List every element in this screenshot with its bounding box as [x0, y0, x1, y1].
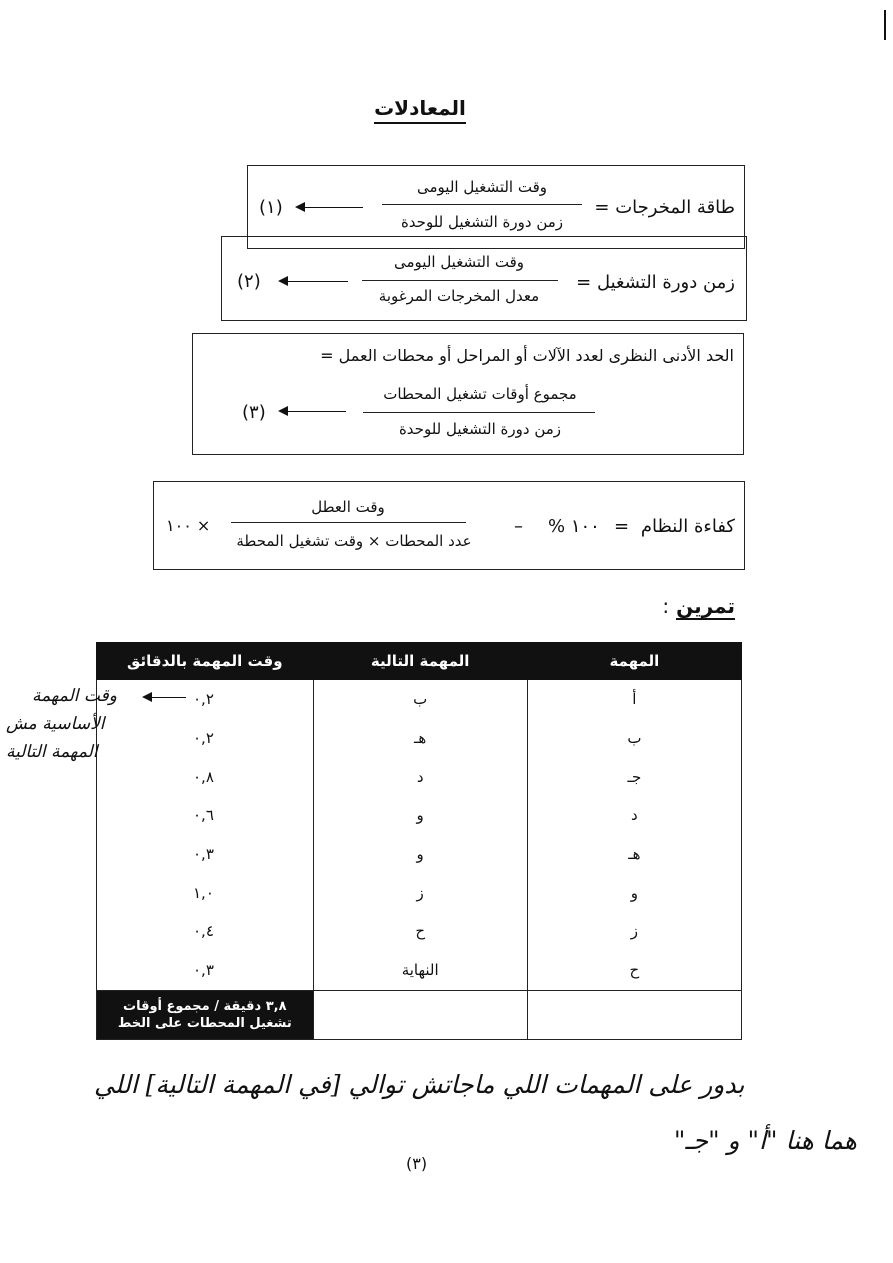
- cell-task: أ: [527, 680, 741, 719]
- table-row: [97, 951, 742, 990]
- handwritten-side-note-2: الأساسية مش: [6, 714, 105, 734]
- equation-3-denominator: زمن دورة التشغيل للوحدة: [398, 420, 562, 438]
- cell-time: ٠,٢: [97, 680, 314, 719]
- equation-4-equals: =: [614, 516, 630, 537]
- cell-next: و: [313, 796, 527, 835]
- table-row: [97, 796, 742, 835]
- equation-3-number: (٣): [242, 402, 266, 423]
- cell-time: ٠,٨: [97, 757, 314, 796]
- cell-next: و: [313, 835, 527, 874]
- task-table: [96, 642, 742, 1040]
- cell-task: ب: [527, 719, 741, 758]
- equation-3-arrow: [280, 411, 346, 412]
- equation-1-numerator: وقت التشغيل اليومى: [417, 178, 547, 196]
- cell-time: ٠,٣: [97, 835, 314, 874]
- cell-task: و: [527, 873, 741, 912]
- cell-time: ٠,٦: [97, 796, 314, 835]
- table-row: [97, 912, 742, 951]
- equation-2-number: (٢): [237, 271, 261, 292]
- equation-4-minus: –: [514, 516, 523, 537]
- equation-4-times-hundred: × ١٠٠: [166, 516, 211, 535]
- cell-next: هـ: [313, 719, 527, 758]
- total-empty-cell: [313, 990, 527, 1039]
- equation-1-denominator: زمن دورة التشغيل للوحدة: [400, 213, 564, 231]
- cell-next: ح: [313, 912, 527, 951]
- table-row: [97, 835, 742, 874]
- equation-4-lhs: كفاءة النظام: [640, 516, 735, 537]
- scan-edge-line: [884, 10, 886, 40]
- equation-1-lhs: طاقة المخرجات =: [594, 197, 735, 218]
- cell-task: د: [527, 796, 741, 835]
- equation-4-fraction-line: [231, 522, 466, 523]
- equation-2-arrow: [280, 281, 348, 282]
- cell-time: ٠,٤: [97, 912, 314, 951]
- header-next-task: المهمة التالية: [313, 643, 527, 680]
- exercise-title: تمرين :: [662, 594, 735, 618]
- table-row: [97, 719, 742, 758]
- handwritten-side-note-1: وقت المهمة: [32, 686, 117, 706]
- equation-4-numerator: وقت العطل: [311, 498, 385, 516]
- cell-task: ح: [527, 951, 741, 990]
- equation-3-fraction-line: [363, 412, 595, 413]
- cell-next: النهاية: [313, 951, 527, 990]
- handwritten-bottom-line-2: هما هنا "أ" و "جـ": [673, 1126, 857, 1155]
- equation-1-fraction-line: [382, 204, 582, 205]
- cell-next: ب: [313, 680, 527, 719]
- handwritten-arrow: [144, 697, 186, 698]
- equation-2-lhs: زمن دورة التشغيل =: [576, 272, 735, 293]
- handwritten-side-note-3: المهمة التالية: [6, 742, 98, 762]
- header-task: المهمة: [527, 643, 741, 680]
- handwritten-bottom-line-1: بدور على المهمات اللي ماجاتش توالي [في المهمة التالية] اللي: [94, 1070, 745, 1099]
- equation-4-denominator: عدد المحطات × وقت تشغيل المحطة: [236, 532, 472, 550]
- cell-time: ١,٠: [97, 873, 314, 912]
- table-row: [97, 873, 742, 912]
- equation-3-numerator: مجموع أوقات تشغيل المحطات: [383, 385, 577, 403]
- cell-next: د: [313, 757, 527, 796]
- table-total-row: [97, 990, 742, 1039]
- equation-2-denominator: معدل المخرجات المرغوبة: [378, 287, 540, 305]
- total-line-2: تشغيل المحطات على الخط: [117, 1015, 292, 1031]
- header-task-time: وقت المهمة بالدقائق: [97, 643, 314, 680]
- total-line-1: ٣,٨ دقيقة / مجموع أوقات: [123, 998, 287, 1014]
- cell-task: جـ: [527, 757, 741, 796]
- cell-time: ٠,٣: [97, 951, 314, 990]
- page-number: (٣): [406, 1154, 428, 1173]
- cell-time: ٠,٢: [97, 719, 314, 758]
- equation-2-fraction-line: [362, 280, 558, 281]
- total-cell: [97, 990, 314, 1039]
- equation-1-arrow: [297, 207, 363, 208]
- cell-next: ز: [313, 873, 527, 912]
- equation-4-hundred-percent: ١٠٠ %: [548, 516, 600, 537]
- table-row: [97, 680, 742, 719]
- page-title: المعادلات: [0, 96, 840, 120]
- cell-task: ز: [527, 912, 741, 951]
- table-header-row: [97, 643, 742, 680]
- equation-2-numerator: وقت التشغيل اليومى: [394, 253, 524, 271]
- cell-task: هـ: [527, 835, 741, 874]
- equation-1-number: (١): [259, 197, 283, 218]
- equation-3-lhs: الحد الأدنى النظرى لعدد الآلات أو المراحل أو محطات العمل =: [320, 346, 734, 365]
- total-empty-cell: [527, 990, 741, 1039]
- table-row: [97, 757, 742, 796]
